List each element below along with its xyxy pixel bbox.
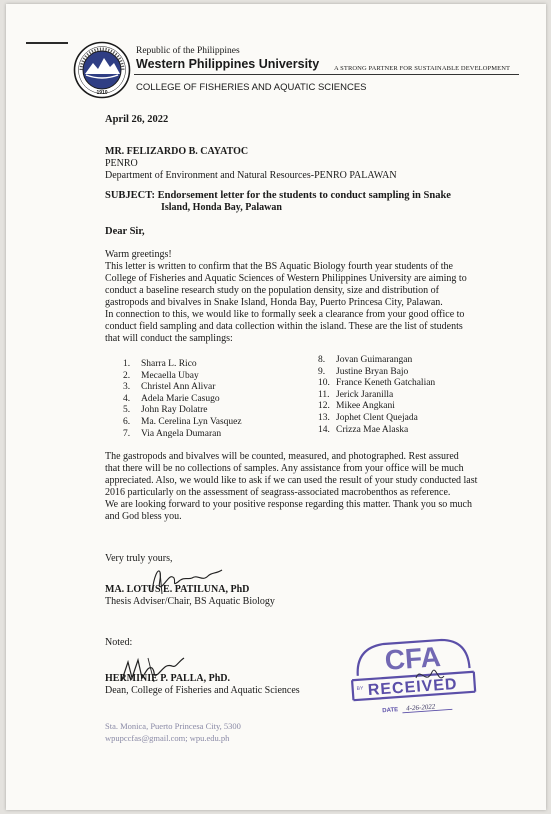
list-item — [123, 371, 242, 383]
subject-text: Endorsement letter for the students to conduct sampling in Snake — [157, 190, 451, 201]
paragraph-line: and God bless you. — [105, 511, 182, 522]
list-number: 14. — [318, 424, 330, 435]
subject-label: SUBJECT: — [105, 190, 155, 201]
list-item — [318, 401, 435, 413]
list-number: 11. — [318, 389, 330, 400]
signatory-1-title: Thesis Adviser/Chair, BS Aquatic Biology — [105, 596, 275, 607]
student-name: France Keneth Gatchalian — [336, 378, 436, 389]
list-item — [318, 390, 435, 402]
list-item — [123, 359, 242, 371]
student-name: Jovan Guimarangan — [336, 355, 413, 365]
list-item — [123, 382, 242, 394]
student-name: Ma. Cerelina Lyn Vasquez — [141, 416, 242, 427]
paragraph-line: conduct field sampling and data collection within the island. These are the list of students — [105, 321, 463, 332]
list-number: 3. — [123, 382, 131, 393]
paragraph-line: gastropods and bivalves in Snake Island, Honda Bay, Puerto Princesa City, Palawan. — [105, 297, 443, 308]
stamp-date-value: 4-26-2022 — [405, 702, 436, 713]
footer-email: wpupccfas@gmail.com; wpu.edu.ph — [105, 733, 230, 743]
body-paragraph-1 — [105, 261, 467, 345]
list-number: 12. — [318, 401, 330, 412]
header-republic: Republic of the Philippines — [136, 46, 240, 56]
student-name: Jerick Jaranilla — [336, 389, 394, 400]
recipient-office: PENRO — [105, 158, 138, 169]
paragraph-line: College of Fisheries and Aquatic Sciences of Western Philippines University are aiming to — [105, 273, 467, 284]
header-university: Western Philippines University — [136, 57, 320, 71]
header-tagline: A STRONG PARTNER FOR SUSTAINABLE DEVELOPMENT — [334, 65, 511, 72]
footer-contact — [105, 720, 241, 744]
stamp-by-label: BY — [356, 685, 364, 692]
recipient-department: Department of Environment and Natural Resources-PENRO PALAWAN — [105, 170, 397, 181]
paragraph-line: This letter is written to confirm that the BS Aquatic Biology fourth year students of the — [105, 261, 453, 272]
body-paragraph-2 — [105, 451, 477, 523]
closing: Very truly yours, — [105, 553, 173, 564]
header-divider — [134, 74, 519, 75]
paragraph-line: We are looking forward to your positive response regarding this matter. Thank you so much — [105, 499, 472, 510]
student-list-left — [123, 359, 242, 440]
list-number: 4. — [123, 393, 131, 404]
recipient-name: MR. FELIZARDO B. CAYATOC — [105, 146, 249, 157]
paragraph-line: that will conduct the samplings: — [105, 333, 233, 344]
stamp-received-text: RECEIVED — [367, 675, 459, 700]
student-name: Sharra L. Rico — [141, 359, 197, 369]
signatory-1-name: MA. LOTUS E. PATILUNA, PhD — [105, 584, 250, 595]
student-name: Via Angela Dumaran — [141, 428, 222, 439]
list-number: 8. — [318, 355, 326, 365]
list-number: 10. — [318, 378, 330, 389]
signatory-2-title: Dean, College of Fisheries and Aquatic Sciences — [105, 685, 300, 696]
greeting: Warm greetings! — [105, 249, 172, 260]
list-number: 6. — [123, 416, 131, 427]
paragraph-line: In connection to this, we would like to formally seek a clearance from your good office to — [105, 309, 465, 320]
list-number: 5. — [123, 405, 131, 416]
paragraph-line: that there will be no collections of samples. Any assistance from your office will be much — [105, 463, 464, 474]
list-number: 9. — [318, 366, 326, 377]
list-item — [318, 425, 435, 437]
list-item — [123, 429, 242, 441]
student-name: Crizza Mae Alaska — [336, 424, 409, 435]
stamp-cfa-text: CFA — [383, 641, 442, 676]
list-item — [318, 413, 435, 425]
student-name: Mikee Angkani — [336, 401, 395, 412]
list-number: 1. — [123, 359, 131, 369]
paragraph-line: conduct a baseline research study on the population density, size and distribution of — [105, 285, 439, 296]
subject-line — [105, 190, 451, 202]
list-item — [318, 378, 435, 390]
letter-date: April 26, 2022 — [105, 114, 169, 125]
paragraph-line: appreciated. Also, we would like to ask if we can used the result of your study conducted last — [105, 475, 478, 486]
seal-year: 1910 — [96, 90, 108, 96]
list-item — [318, 367, 435, 379]
student-name: John Ray Dolatre — [141, 405, 208, 416]
received-stamp-icon — [346, 636, 481, 718]
student-name: Adela Marie Casugo — [141, 393, 220, 404]
student-name: Mecaella Ubay — [141, 370, 199, 381]
header-college: COLLEGE OF FISHERIES AND AQUATIC SCIENCES — [136, 82, 367, 93]
list-number: 7. — [123, 428, 131, 439]
corner-rule — [26, 42, 68, 44]
student-list-right — [318, 355, 435, 436]
list-number: 2. — [123, 370, 131, 381]
university-seal-icon — [73, 41, 131, 99]
signatory-2-name: HERMINIE P. PALLA, PhD. — [105, 673, 231, 684]
list-item — [318, 355, 435, 367]
student-name: Jophet Clent Quejada — [336, 412, 418, 423]
list-item — [123, 394, 242, 406]
stamp-date-label: DATE — [382, 707, 399, 715]
noted-label: Noted: — [105, 637, 133, 648]
salutation: Dear Sir, — [105, 226, 145, 237]
list-item — [123, 405, 242, 417]
footer-address: Sta. Monica, Puerto Princesa City, 5300 — [105, 721, 241, 731]
student-name: Christel Ann Alivar — [141, 382, 216, 393]
letter-page — [6, 4, 546, 810]
paragraph-line: The gastropods and bivalves will be counted, measured, and photographed. Rest assured — [105, 451, 459, 462]
student-name: Justine Bryan Bajo — [336, 366, 409, 377]
list-item — [123, 417, 242, 429]
paragraph-line: 2016 particularly on the assessment of seagrass-associated macrobenthos as reference. — [105, 487, 451, 498]
list-number: 13. — [318, 412, 330, 423]
subject-line-2: Island, Honda Bay, Palawan — [161, 202, 282, 213]
